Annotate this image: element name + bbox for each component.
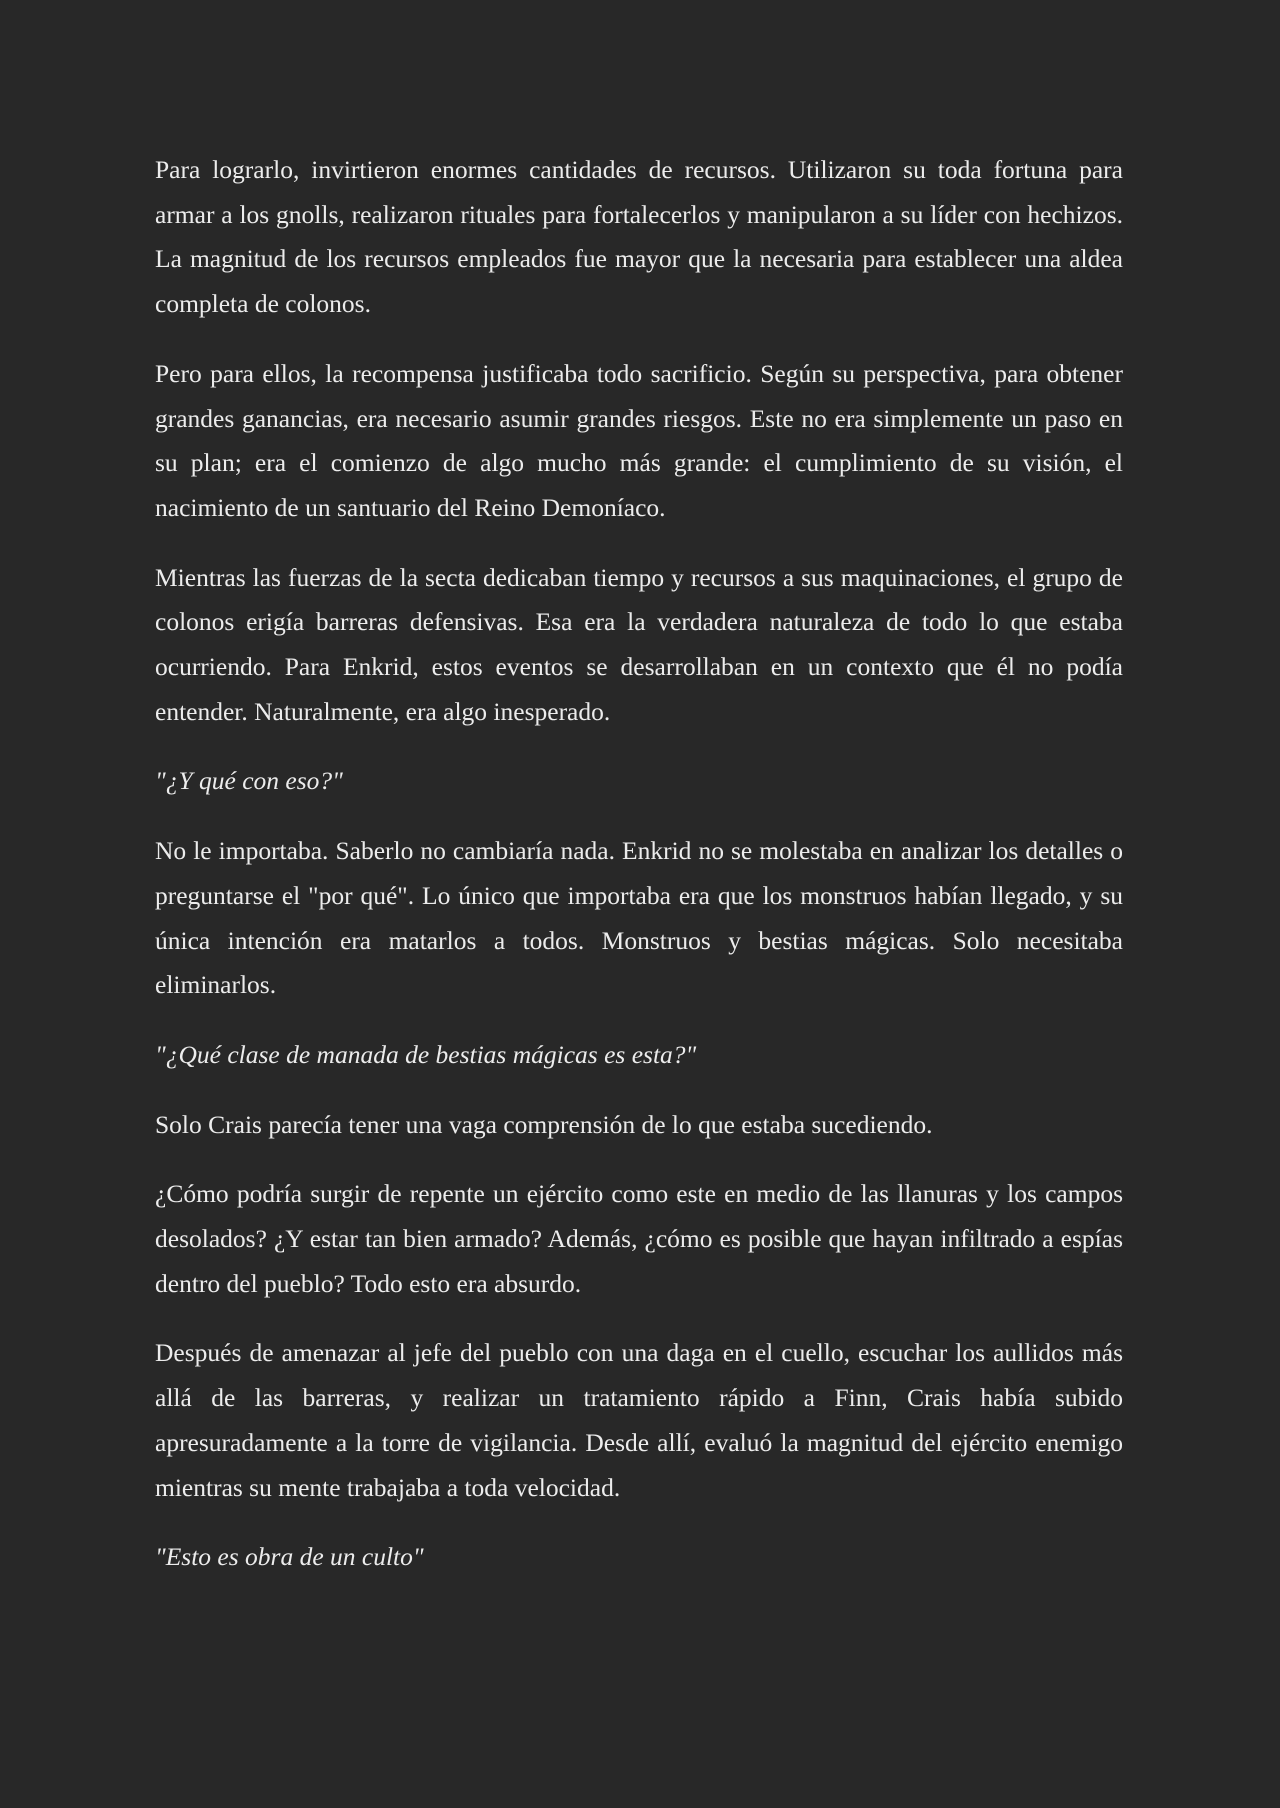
paragraph-3: Mientras las fuerzas de la secta dedicaban tiempo y recursos a sus maquinaciones, el grupo de colonos erigía barreras defensivas. Esa era la verdadera naturaleza de todo lo que estaba ocurriendo. Para Enkrid, estos eventos se desarrollaban en un contexto que él no podía entender. Naturalmente, era algo inesperado. bbox=[155, 562, 1123, 726]
paragraph-4: No le importaba. Saberlo no cambiaría nada. Enkrid no se molestaba en analizar los detalles o preguntarse el "por qué". Lo único que importaba era que los monstruos habían llegado, y su única intención era matarlos a todos. Monstruos y bestias mágicas. Solo necesitaba eliminarlos. bbox=[155, 836, 1123, 1000]
dialogue-quote-2: "¿Qué clase de manada de bestias mágicas es esta?" bbox=[155, 1039, 697, 1069]
paragraph-2: Pero para ellos, la recompensa justificaba todo sacrificio. Según su perspectiva, para obtener grandes ganancias, era necesario asumir grandes riesgos. Este no era simplemente un paso en su plan; era el comienzo de algo mucho más grande: el cumplimiento de su visión, el nacimiento de un santuario del Reino Demoníaco. bbox=[155, 358, 1123, 522]
paragraph-1: Para lograrlo, invirtieron enormes cantidades de recursos. Utilizaron su toda fortuna para armar a los gnolls, realizaron rituales para fortalecerlos y manipularon a su líder con hechizos. La magnitud de los recursos empleados fue mayor que la necesaria para establecer una aldea completa de colonos. bbox=[155, 155, 1123, 319]
paragraph-7: Después de amenazar al jefe del pueblo con una daga en el cuello, escuchar los aullidos más allá de las barreras, y realizar un tratamiento rápido a Finn, Crais había subido apresuradamente a la torre de vigilancia. Desde allí, evaluó la magnitud del ejército enemigo mientras su mente trabajaba a toda velocidad. bbox=[155, 1338, 1123, 1502]
paragraph-6: ¿Cómo podría surgir de repente un ejército como este en medio de las llanuras y los campos desolados? ¿Y estar tan bien armado? Además, ¿cómo es posible que hayan infiltrado a espías dentro del pueblo? Todo esto era absurdo. bbox=[155, 1179, 1123, 1298]
dialogue-quote-1: "¿Y qué con eso?" bbox=[155, 766, 343, 796]
dialogue-quote-3: "Esto es obra de un culto" bbox=[155, 1542, 424, 1572]
paragraph-5: Solo Crais parecía tener una vaga comprensión de lo que estaba sucediendo. bbox=[155, 1109, 933, 1139]
document-page bbox=[155, 148, 1123, 1605]
